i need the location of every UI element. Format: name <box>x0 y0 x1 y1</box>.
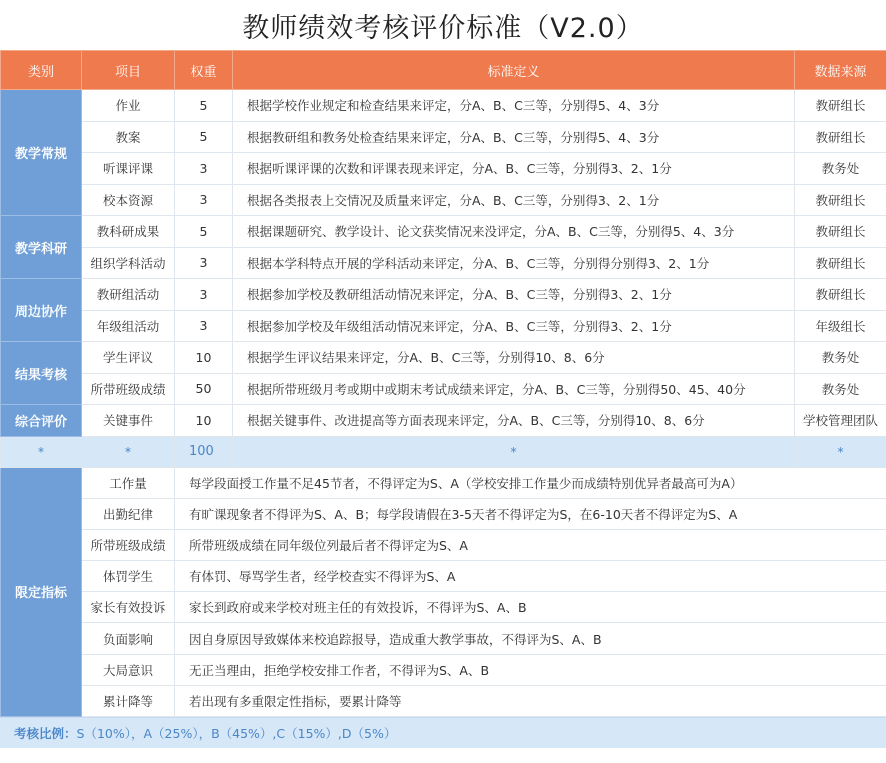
source-cell: 教务处 <box>795 342 886 374</box>
definition-cell: 根据本学科特点开展的学科活动来评定，分A、B、C三等，分别得分别得3、2、1分 <box>233 247 795 279</box>
item-cell: 作业 <box>82 90 175 122</box>
limit-definition-cell: 无正当理由，拒绝学校安排工作者，不得评为S、A、B <box>175 654 886 685</box>
item-cell: 教研组活动 <box>82 279 175 311</box>
table-row <box>1 153 886 185</box>
item-cell: 学生评议 <box>82 342 175 374</box>
definition-cell: 根据学校作业规定和检查结果来评定，分A、B、C三等，分别得5、4、3分 <box>233 90 795 122</box>
evaluation-table <box>0 50 886 717</box>
item-cell: 所带班级成绩 <box>82 373 175 405</box>
definition-cell: 根据学生评议结果来评定，分A、B、C三等，分别得10、8、6分 <box>233 342 795 374</box>
definition-cell: 根据各类报表上交情况及质量来评定，分A、B、C三等，分别得3、2、1分 <box>233 184 795 216</box>
header-weight: 权重 <box>175 51 233 90</box>
source-cell: 教务处 <box>795 373 886 405</box>
table-row <box>1 405 886 437</box>
limit-category-cell: 限定指标 <box>1 467 82 717</box>
table-row <box>1 216 886 248</box>
total-cell-source: * <box>795 436 886 467</box>
source-cell: 教研组长 <box>795 216 886 248</box>
definition-cell: 根据所带班级月考或期中或期末考试成绩来评定，分A、B、C三等，分别得50、45、40分 <box>233 373 795 405</box>
table-row <box>1 121 886 153</box>
limit-row <box>1 623 886 654</box>
weight-cell: 5 <box>175 121 233 153</box>
source-cell: 教研组长 <box>795 184 886 216</box>
definition-cell: 根据参加学校及年级组活动情况来评定，分A、B、C三等，分别得3、2、1分 <box>233 310 795 342</box>
limit-definition-cell: 有旷课现象者不得评为S、A、B；每学段请假在3-5天者不得评定为S，在6-10天者不得评定为S、A <box>175 498 886 529</box>
header-definition: 标准定义 <box>233 51 795 90</box>
total-cell-item: * <box>82 436 175 467</box>
category-cell: 综合评价 <box>1 405 82 437</box>
limit-row <box>1 529 886 560</box>
page-title: 教师绩效考核评价标准（V2.0） <box>242 12 644 44</box>
limit-item-cell: 大局意识 <box>82 654 175 685</box>
limit-item-cell: 累计降等 <box>82 685 175 716</box>
category-cell: 周边协作 <box>1 279 82 342</box>
limit-definition-cell: 每学段面授工作量不足45节者，不得评定为S、A（学校安排工作量少而成绩特别优异者最高可为A） <box>175 467 886 498</box>
category-cell: 教学常规 <box>1 90 82 216</box>
weight-cell: 5 <box>175 216 233 248</box>
source-cell: 学校管理团队 <box>795 405 886 437</box>
header-source: 数据来源 <box>795 51 886 90</box>
item-cell: 校本资源 <box>82 184 175 216</box>
weight-cell: 3 <box>175 310 233 342</box>
limit-item-cell: 体罚学生 <box>82 561 175 592</box>
source-cell: 年级组长 <box>795 310 886 342</box>
limit-definition-cell: 若出现有多重限定性指标，要累计降等 <box>175 685 886 716</box>
limit-item-cell: 家长有效投诉 <box>82 592 175 623</box>
limit-item-cell: 出勤纪律 <box>82 498 175 529</box>
item-cell: 关键事件 <box>82 405 175 437</box>
weight-cell: 3 <box>175 153 233 185</box>
limit-definition-cell: 因自身原因导致媒体来校追踪报导，造成重大教学事故，不得评为S、A、B <box>175 623 886 654</box>
assessment-ratio-footer <box>0 717 886 748</box>
header-item: 项目 <box>82 51 175 90</box>
weight-cell: 10 <box>175 405 233 437</box>
table-row <box>1 310 886 342</box>
total-row <box>1 436 886 467</box>
definition-cell: 根据教研组和教务处检查结果来评定，分A、B、C三等，分别得5、4、3分 <box>233 121 795 153</box>
total-weight: 100 <box>175 436 233 467</box>
source-cell: 教研组长 <box>795 121 886 153</box>
assessment-ratio-label: 考核比例： <box>14 726 77 741</box>
assessment-ratio-text: S（10%），A（25%），B（45%）,C（15%）,D（5%） <box>76 726 397 741</box>
header-category: 类别 <box>1 51 82 90</box>
table-row <box>1 342 886 374</box>
total-cell-category: * <box>1 436 82 467</box>
source-cell: 教研组长 <box>795 247 886 279</box>
source-cell: 教研组长 <box>795 279 886 311</box>
table-row <box>1 184 886 216</box>
definition-cell: 根据参加学校及教研组活动情况来评定，分A、B、C三等，分别得3、2、1分 <box>233 279 795 311</box>
weight-cell: 5 <box>175 90 233 122</box>
limit-item-cell: 工作量 <box>82 467 175 498</box>
table-row <box>1 247 886 279</box>
weight-cell: 3 <box>175 184 233 216</box>
definition-cell: 根据关键事件、改进提高等方面表现来评定，分A、B、C三等，分别得10、8、6分 <box>233 405 795 437</box>
source-cell: 教研组长 <box>795 90 886 122</box>
limit-item-cell: 负面影响 <box>82 623 175 654</box>
weight-cell: 10 <box>175 342 233 374</box>
limit-row <box>1 467 886 498</box>
limit-row <box>1 654 886 685</box>
table-row <box>1 373 886 405</box>
limit-definition-cell: 所带班级成绩在同年级位列最后者不得评定为S、A <box>175 529 886 560</box>
limit-row <box>1 592 886 623</box>
definition-cell: 根据听课评课的次数和评课表现来评定，分A、B、C三等，分别得3、2、1分 <box>233 153 795 185</box>
limit-row <box>1 561 886 592</box>
weight-cell: 3 <box>175 279 233 311</box>
item-cell: 听课评课 <box>82 153 175 185</box>
category-cell: 教学科研 <box>1 216 82 279</box>
total-cell-definition: * <box>233 436 795 467</box>
item-cell: 教案 <box>82 121 175 153</box>
limit-definition-cell: 家长到政府或来学校对班主任的有效投诉，不得评为S、A、B <box>175 592 886 623</box>
table-header-row <box>1 51 886 90</box>
limit-row <box>1 498 886 529</box>
weight-cell: 3 <box>175 247 233 279</box>
table-row <box>1 279 886 311</box>
item-cell: 教科研成果 <box>82 216 175 248</box>
category-cell: 结果考核 <box>1 342 82 405</box>
limit-definition-cell: 有体罚、辱骂学生者，经学校查实不得评为S、A <box>175 561 886 592</box>
table-row <box>1 90 886 122</box>
definition-cell: 根据课题研究、教学设计、论文获奖情况来没评定，分A、B、C三等，分别得5、4、3分 <box>233 216 795 248</box>
source-cell: 教务处 <box>795 153 886 185</box>
limit-item-cell: 所带班级成绩 <box>82 529 175 560</box>
item-cell: 组织学科活动 <box>82 247 175 279</box>
weight-cell: 50 <box>175 373 233 405</box>
limit-row <box>1 685 886 716</box>
item-cell: 年级组活动 <box>82 310 175 342</box>
